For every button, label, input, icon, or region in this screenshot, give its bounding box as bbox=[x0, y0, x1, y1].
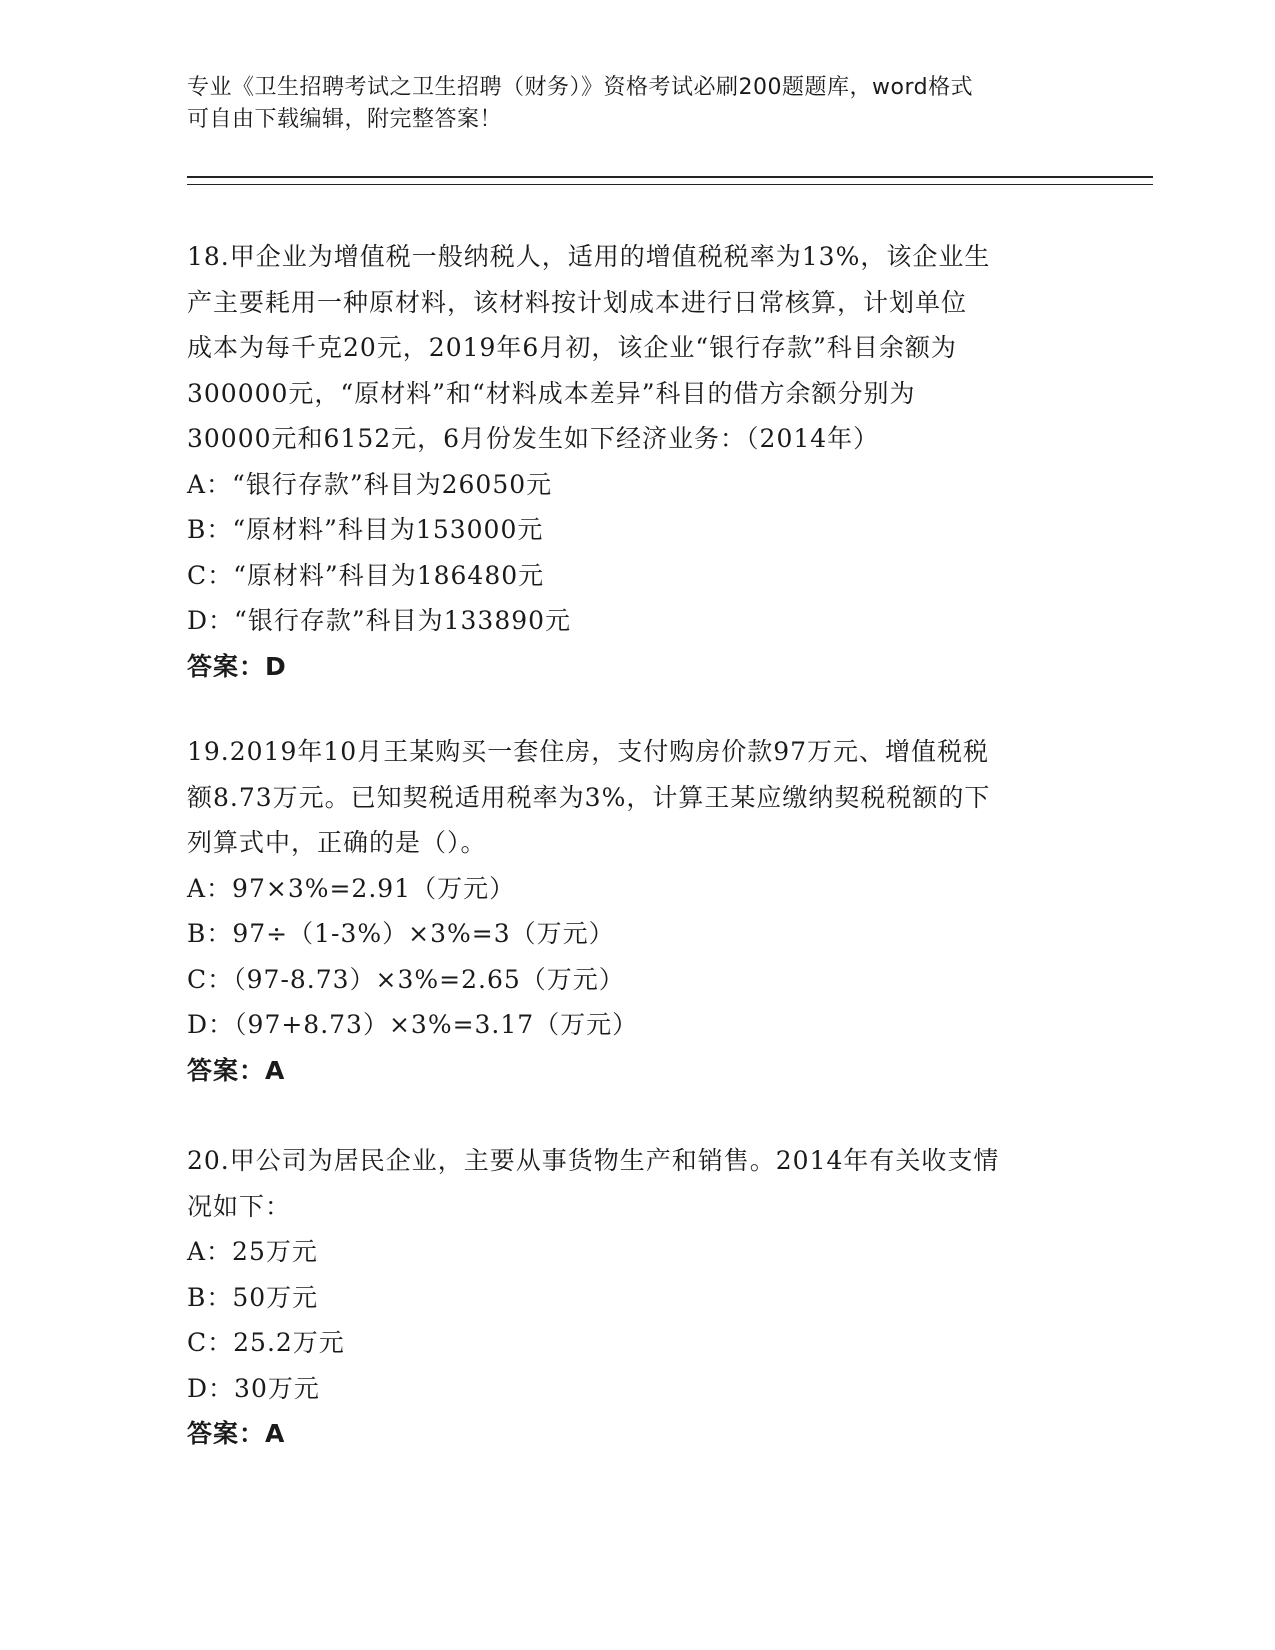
answer-line: 答案：A bbox=[187, 1419, 286, 1448]
question-stem-line: 300000元，“原材料”和“材料成本差异”科目的借方余额分别为 bbox=[187, 378, 916, 408]
question-stem-line: 额8.73万元。已知契税适用税率为3%，计算王某应缴纳契税税额的下 bbox=[187, 782, 991, 812]
answer-line: 答案：A bbox=[187, 1055, 286, 1085]
header-line-1: 专业《卫生招聘考试之卫生招聘（财务）》资格考试必刷200题题库，word格式 bbox=[187, 75, 974, 100]
answer-line: 答案：D bbox=[187, 651, 287, 681]
question-stem-line: 18.甲企业为增值税一般纳税人，适用的增值税税率为13%，该企业生 bbox=[187, 242, 991, 271]
question-stem-line: 况如下： bbox=[187, 1191, 292, 1221]
option-d: D：（97+8.73）×3%=3.17（万元） bbox=[187, 1010, 639, 1039]
document-header bbox=[187, 72, 1087, 136]
header-divider bbox=[187, 176, 1153, 185]
question-stem-line: 产主要耗用一种原材料，该材料按计划成本进行日常核算，计划单位 bbox=[187, 287, 968, 317]
option-c: C：25.2万元 bbox=[187, 1328, 345, 1357]
option-c: C：（97-8.73）×3%=2.65（万元） bbox=[187, 964, 625, 994]
option-a: A：97×3%=2.91（万元） bbox=[187, 873, 516, 903]
question-19 bbox=[187, 729, 1087, 1093]
question-20 bbox=[187, 1138, 1087, 1457]
question-stem-line: 成本为每千克20元，2019年6月初，该企业“银行存款”科目余额为 bbox=[187, 333, 957, 362]
option-b: B：97÷（1-3%）×3%=3（万元） bbox=[187, 919, 615, 948]
option-d: D：30万元 bbox=[187, 1373, 320, 1403]
question-stem-line: 列算式中，正确的是（）。 bbox=[187, 828, 487, 857]
option-a: A：“银行存款”科目为26050元 bbox=[187, 469, 553, 499]
question-18 bbox=[187, 234, 1087, 689]
option-a: A：25万元 bbox=[187, 1237, 318, 1266]
option-b: B：“原材料”科目为153000元 bbox=[187, 515, 544, 544]
option-c: C：“原材料”科目为186480元 bbox=[187, 560, 545, 590]
question-stem-line: 20.甲公司为居民企业，主要从事货物生产和销售。2014年有关收支情 bbox=[187, 1146, 1000, 1175]
option-d: D：“银行存款”科目为133890元 bbox=[187, 606, 572, 635]
option-b: B：50万元 bbox=[187, 1282, 319, 1312]
question-stem-line: 30000元和6152元，6月份发生如下经济业务：（2014年） bbox=[187, 424, 880, 453]
question-stem-line: 19.2019年10月王某购买一套住房，支付购房价款97万元、增值税税 bbox=[187, 737, 990, 766]
header-line-2: 可自由下载编辑，附完整答案！ bbox=[187, 107, 503, 132]
